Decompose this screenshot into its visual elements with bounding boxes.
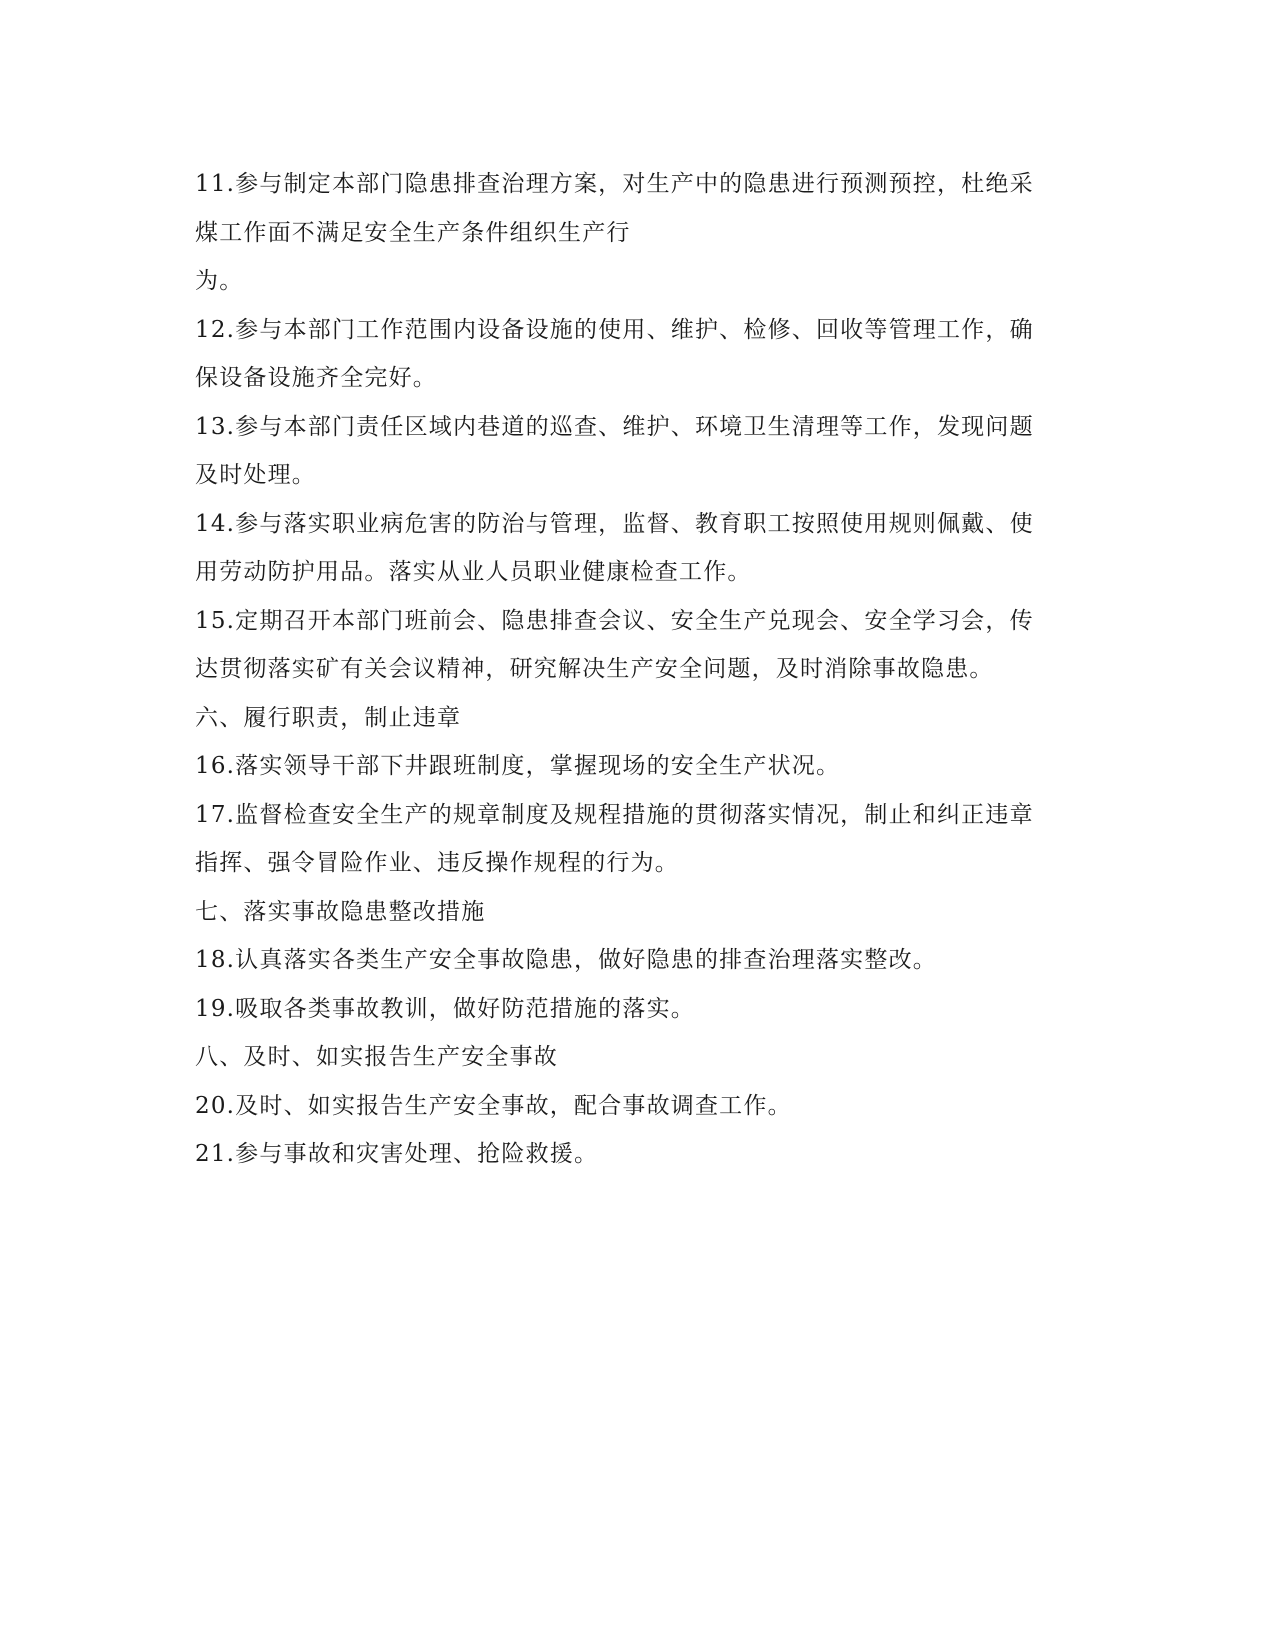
item-12-line-1: 12.参与本部门工作范围内设备设施的使用、维护、检修、回收等管理工作，确 [195,316,1034,343]
section-heading-8: 八、及时、如实报告生产安全事故 [195,1044,558,1070]
item-19-line-1: 19.吸取各类事故教训，做好防范措施的落实。 [195,995,695,1022]
item-21-line-1: 21.参与事故和灾害处理、抢险救援。 [195,1141,599,1167]
item-12-line-2: 保设备设施齐全完好。 [195,365,437,391]
item-13-line-1: 13.参与本部门责任区域内巷道的巡查、维护、环境卫生清理等工作，发现问题 [195,413,1034,440]
section-heading-6: 六、履行职责，制止违章 [195,704,462,731]
item-14-line-1: 14.参与落实职业病危害的防治与管理，监督、教育职工按照使用规则佩戴、使 [195,510,1034,537]
item-11-line-1: 11.参与制定本部门隐患排查治理方案，对生产中的隐患进行预测预控，杜绝采 [195,171,1034,197]
item-15-line-1: 15.定期召开本部门班前会、隐患排查会议、安全生产兑现会、安全学习会，传 [195,607,1034,634]
item-20-line-1: 20.及时、如实报告生产安全事故，配合事故调查工作。 [195,1092,792,1119]
item-18-line-1: 18.认真落实各类生产安全事故隐患，做好隐患的排查治理落实整改。 [195,947,937,973]
item-17-line-2: 指挥、强令冒险作业、违反操作规程的行为。 [195,850,679,876]
item-13-line-2: 及时处理。 [195,462,316,488]
item-11-line-2: 煤工作面不满足安全生产条件组织生产行 [195,219,631,246]
item-15-line-2: 达贯彻落实矿有关会议精神，研究解决生产安全问题，及时消除事故隐患。 [195,656,994,682]
section-heading-7: 七、落实事故隐患整改措施 [195,898,486,925]
document-body [195,160,1065,1179]
item-14-line-2: 用劳动防护用品。落实从业人员职业健康检查工作。 [195,559,752,585]
item-17-line-1: 17.监督检查安全生产的规章制度及规程措施的贯彻落实情况，制止和纠正违章 [195,801,1034,828]
item-11-line-3: 为。 [195,268,244,294]
item-16-line-1: 16.落实领导干部下井跟班制度，掌握现场的安全生产状况。 [195,753,841,779]
